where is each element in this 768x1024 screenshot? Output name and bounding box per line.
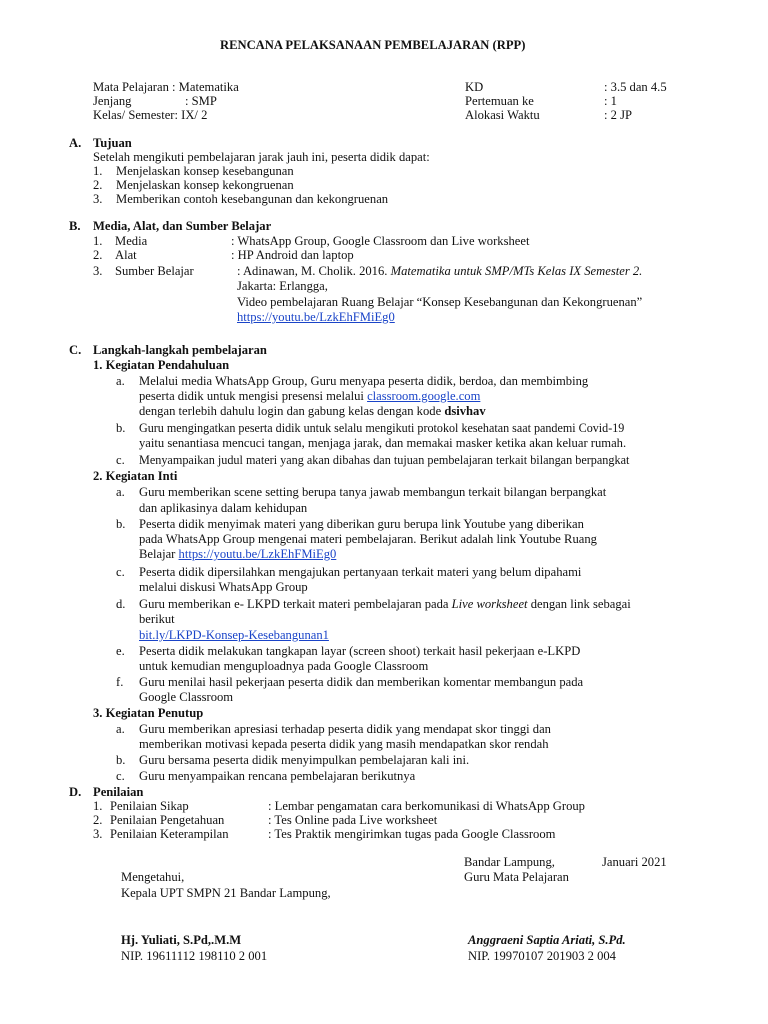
sign-place: Bandar Lampung, [464,855,555,869]
jenjang-label: Jenjang [93,94,132,108]
alokasi-value: : 2 JP [604,108,632,122]
login-text: dengan terlebih dahulu login dan gabung kelas dengan kode [139,404,442,418]
alat-label: Alat [115,248,137,262]
list-number: 2. [93,813,103,827]
class-code: dsivhav [444,404,486,418]
mengetahui-text: Mengetahui, [121,870,185,884]
book-title: Matematika untuk SMP/MTs Kelas IX Semester 2. [390,264,643,278]
headmaster-nip: NIP. 19611112 198110 2 001 [121,949,268,963]
tujuan-item: Menjelaskan konsep kesebangunan [116,164,294,178]
headmaster-name: Hj. Yuliati, S.Pd,.M.M [121,933,242,947]
live-worksheet-text: Live worksheet [451,597,528,611]
sumber-value [237,264,642,279]
sign-date: Januari 2021 [602,855,667,869]
penutup-heading: 3. Kegiatan Penutup [93,706,204,720]
pendahuluan-b-line1: Guru mengingatkan peserta didik untuk selalu mengikuti protokol kesehatan saat pandemi Covid-19 [139,421,625,435]
kd-value: : 3.5 dan 4.5 [604,80,667,94]
section-letter-b: B. [69,219,81,233]
youtube-link[interactable]: https://youtu.be/LzkEhFMiEg0 [178,547,337,561]
video-source: Video pembelajaran Ruang Belajar “Konsep Kesebangunan dan Kekongruenan” [237,295,643,309]
list-number: 1. [93,164,103,178]
link-intro-text: dengan link sebagai [530,597,631,611]
teacher-name: Anggraeni Saptia Ariati, S.Pd. [468,933,626,947]
item-letter: a. [116,722,125,736]
guru-title: Guru Mata Pelajaran [464,870,569,884]
inti-heading: 2. Kegiatan Inti [93,469,178,483]
inti-a-line2: dan aplikasinya dalam kehidupan [139,501,308,515]
inti-b-line2: pada WhatsApp Group mengenai materi pembelajaran. Berikut adalah link Youtube Ruang [139,532,597,546]
penilaian-heading: Penilaian [93,785,144,799]
list-number: 2. [93,178,103,192]
alokasi-label: Alokasi Waktu [465,108,540,122]
inti-e-line1: Peserta didik melakukan tangkapan layar (screen shoot) terkait hasil pekerjaan e-LKPD [139,644,581,658]
media-heading: Media, Alat, dan Sumber Belajar [93,219,272,233]
media-value: : WhatsApp Group, Google Classroom dan Live worksheet [231,234,530,248]
item-letter: e. [116,644,125,658]
sumber-label: Sumber Belajar [115,264,194,278]
list-number: 2. [93,248,103,262]
item-letter: b. [116,753,126,767]
ruang-belajar-text: Belajar [139,547,176,561]
pertemuan-label: Pertemuan ke [465,94,534,108]
section-letter-c: C. [69,343,82,357]
item-letter: d. [116,597,126,611]
item-letter: a. [116,485,125,499]
mapel-field: Mata Pelajaran : Matematika [93,80,239,94]
penutup-b-line1: Guru bersama peserta didik menyimpulkan pembelajaran kali ini. [139,753,470,767]
lkpd-link[interactable]: bit.ly/LKPD-Konsep-Kesebangunan1 [139,628,329,642]
list-number: 3. [93,192,103,206]
penutup-a-line1: Guru memberikan apresiasi terhadap peserta didik yang mendapat skor tinggi dan [139,722,551,736]
tujuan-item: Menjelaskan konsep kekongruenan [116,178,294,192]
inti-c-line1: Peserta didik dipersilahkan mengajukan pertanyaan terkait materi yang belum dipahami [139,565,582,579]
inti-d-line2: berikut [139,612,175,626]
penutup-c-line1: Guru menyampaikan rencana pembelajaran berikutnya [139,769,416,783]
presensi-text: peserta didik untuk mengisi presensi melalui [139,389,364,403]
section-letter-d: D. [69,785,82,799]
video-link-line [237,310,395,325]
tujuan-heading: Tujuan [93,136,132,150]
penilaian-value: : Lembar pengamatan cara berkomunikasi di WhatsApp Group [268,799,585,813]
pendahuluan-c-line1: Menyampaikan judul materi yang akan dibahas dan tujuan pembelajaran terkait bilangan berpangkat [139,453,630,467]
item-letter: b. [116,517,126,531]
document-title: RENCANA PELAKSANAAN PEMBELAJARAN (RPP) [220,38,526,52]
penilaian-value: : Tes Online pada Live worksheet [268,813,438,827]
jenjang-value: : SMP [185,94,217,108]
inti-a-line1: Guru memberikan scene setting berupa tanya jawab membangun terkait bilangan berpangkat [139,485,607,499]
inti-f-line1: Guru menilai hasil pekerjaan peserta didik dan memberikan komentar membangun pada [139,675,584,689]
langkah-heading: Langkah-langkah pembelajaran [93,343,267,357]
inti-b-line1: Peserta didik menyimak materi yang diberikan guru berupa link Youtube yang diberikan [139,517,584,531]
pendahuluan-a-line2 [139,389,480,404]
item-letter: a. [116,374,125,388]
inti-c-line2: melalui diskusi WhatsApp Group [139,580,308,594]
publisher: Jakarta: Erlangga, [237,279,328,293]
pendahuluan-a-line3 [139,404,486,419]
sumber-author: : Adinawan, M. Cholik. 2016. [237,264,388,278]
penilaian-label: Penilaian Sikap [110,799,189,813]
penilaian-label: Penilaian Keterampilan [110,827,229,841]
list-number: 3. [93,827,103,841]
tujuan-intro: Setelah mengikuti pembelajaran jarak jauh ini, peserta didik dapat: [93,150,430,164]
inti-e-line2: untuk kemudian menguploadnya pada Google Classroom [139,659,429,673]
inti-b-line3 [139,547,336,562]
item-letter: c. [116,453,125,467]
section-letter-a: A. [69,136,82,150]
lkpd-text: Guru memberikan e- LKPD terkait materi pembelajaran pada [139,597,449,611]
pendahuluan-heading: 1. Kegiatan Pendahuluan [93,358,230,372]
list-number: 1. [93,799,103,813]
kelas-field: Kelas/ Semester: IX/ 2 [93,108,208,122]
item-letter: b. [116,421,126,435]
pertemuan-value: : 1 [604,94,617,108]
media-label: Media [115,234,148,248]
inti-d-line3 [139,628,329,643]
inti-d-line1 [139,597,631,612]
pendahuluan-b-line2: yaitu senantiasa mencuci tangan, menjaga jarak, dan memakai masker ketika akan keluar rumah. [139,436,627,450]
teacher-nip: NIP. 19970107 201903 2 004 [468,949,616,963]
item-letter: c. [116,769,125,783]
classroom-link[interactable]: classroom.google.com [367,389,481,403]
item-letter: f. [116,675,124,689]
kd-label: KD [465,80,484,94]
penilaian-label: Penilaian Pengetahuan [110,813,225,827]
penilaian-value: : Tes Praktik mengirimkan tugas pada Google Classroom [268,827,556,841]
kepala-title: Kepala UPT SMPN 21 Bandar Lampung, [121,886,331,900]
alat-value: : HP Android dan laptop [231,248,354,262]
inti-f-line2: Google Classroom [139,690,234,704]
tujuan-item: Memberikan contoh kesebangunan dan kekongruenan [116,192,389,206]
video-link[interactable]: https://youtu.be/LzkEhFMiEg0 [237,310,395,324]
penutup-a-line2: memberikan motivasi kepada peserta didik yang masih mendapatkan skor rendah [139,737,549,751]
list-number: 1. [93,234,103,248]
list-number: 3. [93,264,103,278]
item-letter: c. [116,565,125,579]
pendahuluan-a-line1: Melalui media WhatsApp Group, Guru menyapa peserta didik, berdoa, dan membimbing [139,374,589,388]
